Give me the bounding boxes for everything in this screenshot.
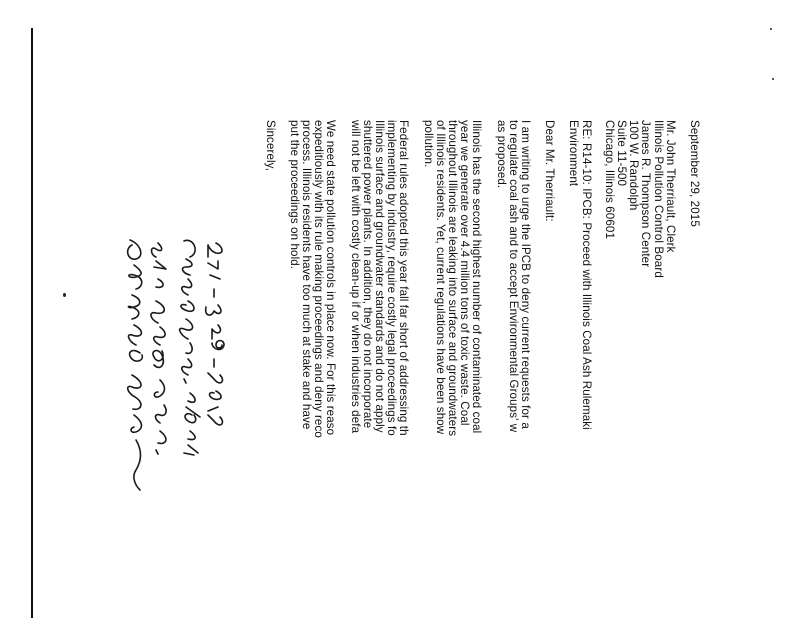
address-line: James R. Thompson Center [639,120,653,268]
subject-line [567,120,591,618]
paragraph-line: process. Illinois residents have too much at stake and have [299,120,313,430]
paragraph-1 [494,120,531,618]
letter-body [263,120,700,618]
paragraph-line: I am writing to urge the IPCB to deny current requests for a [518,120,532,429]
paragraph-line: expeditiously with its rule making proceedings and deny reco [312,120,326,438]
signature-drawing [120,235,260,615]
address-line: Mr. John Therriault, Clerk [663,120,677,253]
address-line: Chicago, Illinois 60601 [602,120,616,239]
paragraph-line: of Illinois residents. Yet, current regulations have been show [433,120,447,435]
paragraph-line: year we generate over 4.4 million tons of toxic waste. Coal [458,120,472,426]
paragraph-line: Illinois has the second highest number of contaminated coal [470,120,484,434]
scan-edge-line [31,28,33,618]
paragraph-line: to regulate coal ash and to accept Environmental Groups' w [506,120,520,433]
paragraph-line: will not be left with costly clean-up if or when industries defa [348,120,362,434]
paragraph-line: put the proceedings on hold. [287,120,301,270]
paragraph-line: implementing by industry, require costly legal proceedings fo [385,120,399,436]
paragraph-line: Federal rules adopted this year fall far short of addressing th [397,120,411,436]
paragraph-4 [288,120,337,618]
closing: Sincerely, [263,120,277,172]
paragraph-line: throughout Illinois are leaking into surface and groundwaters [445,120,459,437]
address-line: Illinois Pollution Control Board [651,120,665,278]
salutation: Dear Mr. Therriault: [543,120,557,222]
paragraph-line: pollution. [421,120,435,168]
paragraph-3 [348,120,409,618]
subject-text: Environment [567,120,581,187]
paragraph-line: as proposed. [494,120,508,189]
scan-speck [772,78,774,80]
scan-speck [770,28,772,30]
handwritten-signature [120,235,260,615]
paragraph-2 [421,120,482,618]
letter-date: September 29, 2015 [688,120,701,227]
paragraph-line: We need state pollution controls in place now. For this reaso [324,120,338,436]
paragraph-line: shuttered power plants. In addition, they do not incorporate [360,120,374,429]
address-line: 100 W. Randolph [627,120,641,211]
address-line: Suite 11-500 [614,120,628,187]
scan-speck [63,293,66,297]
recipient-address [603,120,676,618]
subject-text: RE: R14-10: IPCB: Proceed with Illinois Coal Ash Rulemaki [579,120,593,430]
paragraph-line: Illinois surface and groundwater standards and do not apply [372,120,386,433]
